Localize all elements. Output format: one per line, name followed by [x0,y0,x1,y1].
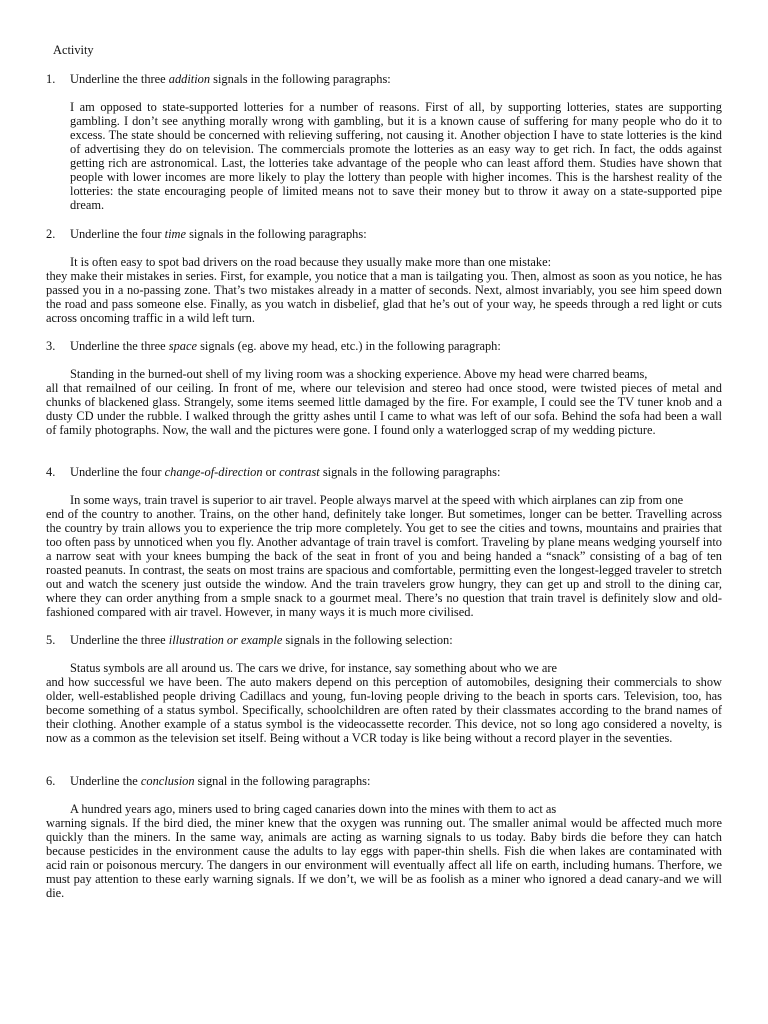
paragraph-first-line: It is often easy to spot bad drivers on the road because they usually make more than one mistake: [70,255,552,269]
paragraph-body: they make their mistakes in series. First, for example, you notice that a man is tailgating you. Then, almost as soon as you notice, he has passed you in a no-passing zone. That’s two mistakes already in a matter of seconds. Next, almost invariably, you see him speed down the road and pass someone else. Finally, as you watch in disbelief, glad that he’s out of your way, he speeds through a red light or cuts across oncoming traffic in a wild left turn. [46,269,722,325]
question-number: 6. [46,774,56,788]
paragraph-1: I am opposed to state-supported lotteries for a number of reasons. First of all, by supporting lotteries, states are supporting gambling. I don’t see anything morally wrong with gambling, but it is a known cause of suffering for many people who do it to excess. The state should be concerned with relieving suffering, not causing it. Another objection I have to state lotteries is the kind of advertising they do on television. The commercials promote the lotteries as an easy way to get rich. In fact, the odds against getting rich are astronomical. Last, the lotteries take advantage of the people who can least afford them. Studies have shown that people with lower incomes are more likely to play the lottery than people with higher incomes. This is the harshest reality of the lotteries: the state encouraging people of limited means not to save their money but to throw it away on a state-supported pipe dream. [70,100,722,212]
question-number: 4. [46,465,56,479]
paragraph-body: warning signals. If the bird died, the miner knew that the oxygen was running out. The smaller animal would be affected much more quickly than the miners. In the same way, animals are acting as warning signals to us today. Baby birds die before they can hatch because pesticides in the environment cause the adults to lay eggs with paper-thin shells. Fish die when lakes are contaminated with acid rain or poisonous mercury. The dangers in our environment will eventually affect all life on earth, including humans. Therfore, we must pay attention to these early warning signals. If we don’t, we will be as foolish as a miner who ignored a dead canary-and we will die. [46,816,722,900]
question-instruction: Underline the four change-of-direction or contrast signals in the following paragraphs: [70,465,501,479]
question-number: 3. [46,339,56,353]
question-5 [46,633,726,648]
question-1 [46,72,726,87]
page-title: Activity [53,43,94,57]
question-number: 1. [46,72,56,86]
question-instruction: Underline the conclusion signal in the following paragraphs: [70,774,371,788]
question-4 [46,465,726,480]
paragraph-6 [46,802,722,900]
paragraph-body: all that remailned of our ceiling. In front of me, where our television and stereo had once stood, were twisted pieces of metal and chunks of blackened glass. Strangely, some items seemed little damaged by the fire. For example, I could see the TV tuner knob and a dusty CD under the rubble. I walked through the gritty ashes until I came to what was left of our sofa. Behind the sofa had been a wall of family photographs. Now, the wall and the pictures were gone. I found only a waterlogged scrap of my wedding picture. [46,381,722,437]
question-6 [46,774,726,789]
paragraph-5 [46,661,722,745]
question-instruction: Underline the three illustration or example signals in the following selection: [70,633,453,647]
paragraph-first-line: A hundred years ago, miners used to bring caged canaries down into the mines with them to act as [70,802,557,816]
question-number: 5. [46,633,56,647]
paragraph-3 [46,367,722,437]
paragraph-first-line: In some ways, train travel is superior to air travel. People always marvel at the speed with which airplanes can zip from one [70,493,684,507]
question-instruction: Underline the three space signals (eg. above my head, etc.) in the following paragraph: [70,339,501,353]
paragraph-first-line: Status symbols are all around us. The cars we drive, for instance, say something about who we are [70,661,558,675]
paragraph-body: end of the country to another. Trains, on the other hand, definitely take longer. But sometimes, longer can be better. Travelling across the country by train allows you to experience the trip more completely. You get to see the cities and towns, mountains and prairies that too often pass by unnoticed when you fly. Another advantage of train travel is comfort. Traveling by plane means wedging yourself into a narrow seat with your knees bumping the back of the seat in front of you and being handed a “snack” consisting of a bag of ten roasted peanuts. In contrast, the seats on most trains are spacious and comfortable, permitting even the longest-legged traveler to stretch out and watch the scenery just outside the window. And the train travelers grow hungry, they can get up and stroll to the dining car, where they can order anything from a smple snack to a gourmet meal. There’s no question that train travel is definitely slow and old-fashioned compared with air travel. However, in many ways it is much more civilised. [46,507,722,619]
paragraph-first-line: Standing in the burned-out shell of my living room was a shocking experience. Above my head were charred beams, [70,367,648,381]
paragraph-4 [46,493,722,619]
question-number: 2. [46,227,56,241]
question-instruction: Underline the three addition signals in the following paragraphs: [70,72,391,86]
paragraph-body: and how successful we have been. The auto makers depend on this perception of automobiles, designing their commercials to show older, well-established people driving Cadillacs and young, fun-loving people driving to the beach in sports cars. Television, too, has become something of a status symbol. Specifically, schoolchildren are often rated by their classmates according to the brand names of their clothing. Another example of a status symbol is the videocassette recorder. This device, not so long ago considered a novelty, is now as a common as the television set itself. Being without a VCR today is like being without a record player in the seventies. [46,675,722,745]
question-3 [46,339,726,354]
question-2 [46,227,726,242]
question-instruction: Underline the four time signals in the following paragraphs: [70,227,367,241]
paragraph-2 [46,255,722,325]
